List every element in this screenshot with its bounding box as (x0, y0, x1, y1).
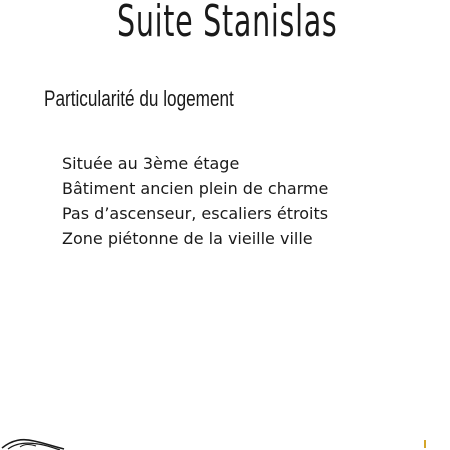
list-item: Située au 3ème étage (62, 154, 240, 173)
accent-mark-icon (422, 440, 428, 448)
section-heading: Particularité du logement (44, 86, 234, 111)
list-item: Bâtiment ancien plein de charme (62, 179, 329, 198)
page-title: Suite Stanislas (117, 0, 338, 47)
feature-list (62, 151, 328, 251)
list-item: Zone piétonne de la vieille ville (62, 229, 313, 248)
decorative-scribble-icon (0, 432, 70, 450)
list-item: Pas d’ascenseur, escaliers étroits (62, 204, 329, 223)
